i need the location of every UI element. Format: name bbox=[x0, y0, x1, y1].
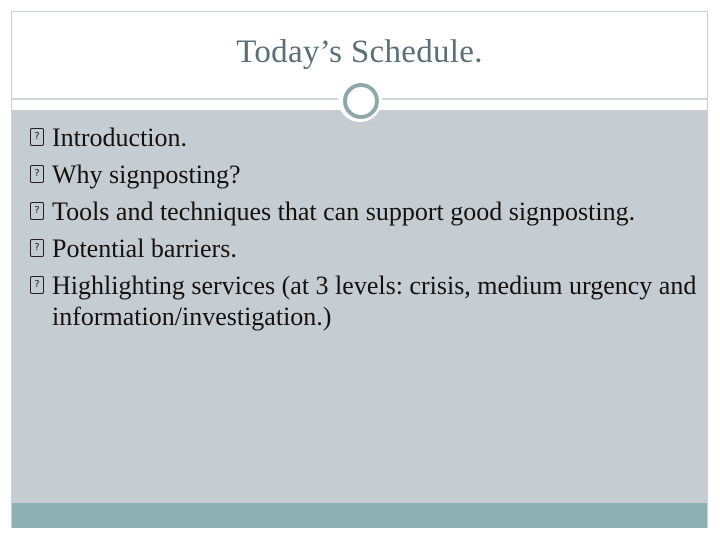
bullet-text: Tools and techniques that can support good signposting. bbox=[52, 197, 636, 226]
bullet-text: Why signposting? bbox=[52, 160, 241, 189]
bullet-list bbox=[30, 122, 700, 338]
bullet-item bbox=[30, 270, 700, 332]
circle-ornament-icon bbox=[338, 78, 382, 122]
bullet-marker-icon: ? bbox=[30, 239, 44, 257]
bullet-item bbox=[30, 122, 700, 153]
bullet-marker-icon: ? bbox=[30, 276, 44, 294]
bullet-marker-icon: ? bbox=[30, 202, 44, 220]
bullet-text: Potential barriers. bbox=[52, 234, 237, 263]
bullet-item bbox=[30, 196, 700, 227]
bullet-text: Highlighting services (at 3 levels: crisis, medium urgency and information/investigation.) bbox=[52, 271, 697, 331]
bullet-text: Introduction. bbox=[52, 123, 188, 152]
bottom-bar bbox=[12, 503, 707, 528]
bullet-item bbox=[30, 233, 700, 264]
bullet-marker-icon: ? bbox=[30, 128, 44, 146]
bullet-marker-icon: ? bbox=[30, 165, 44, 183]
slide-title: Today’s Schedule. bbox=[236, 33, 483, 70]
bullet-item bbox=[30, 159, 700, 190]
ornament-ring bbox=[343, 83, 379, 119]
